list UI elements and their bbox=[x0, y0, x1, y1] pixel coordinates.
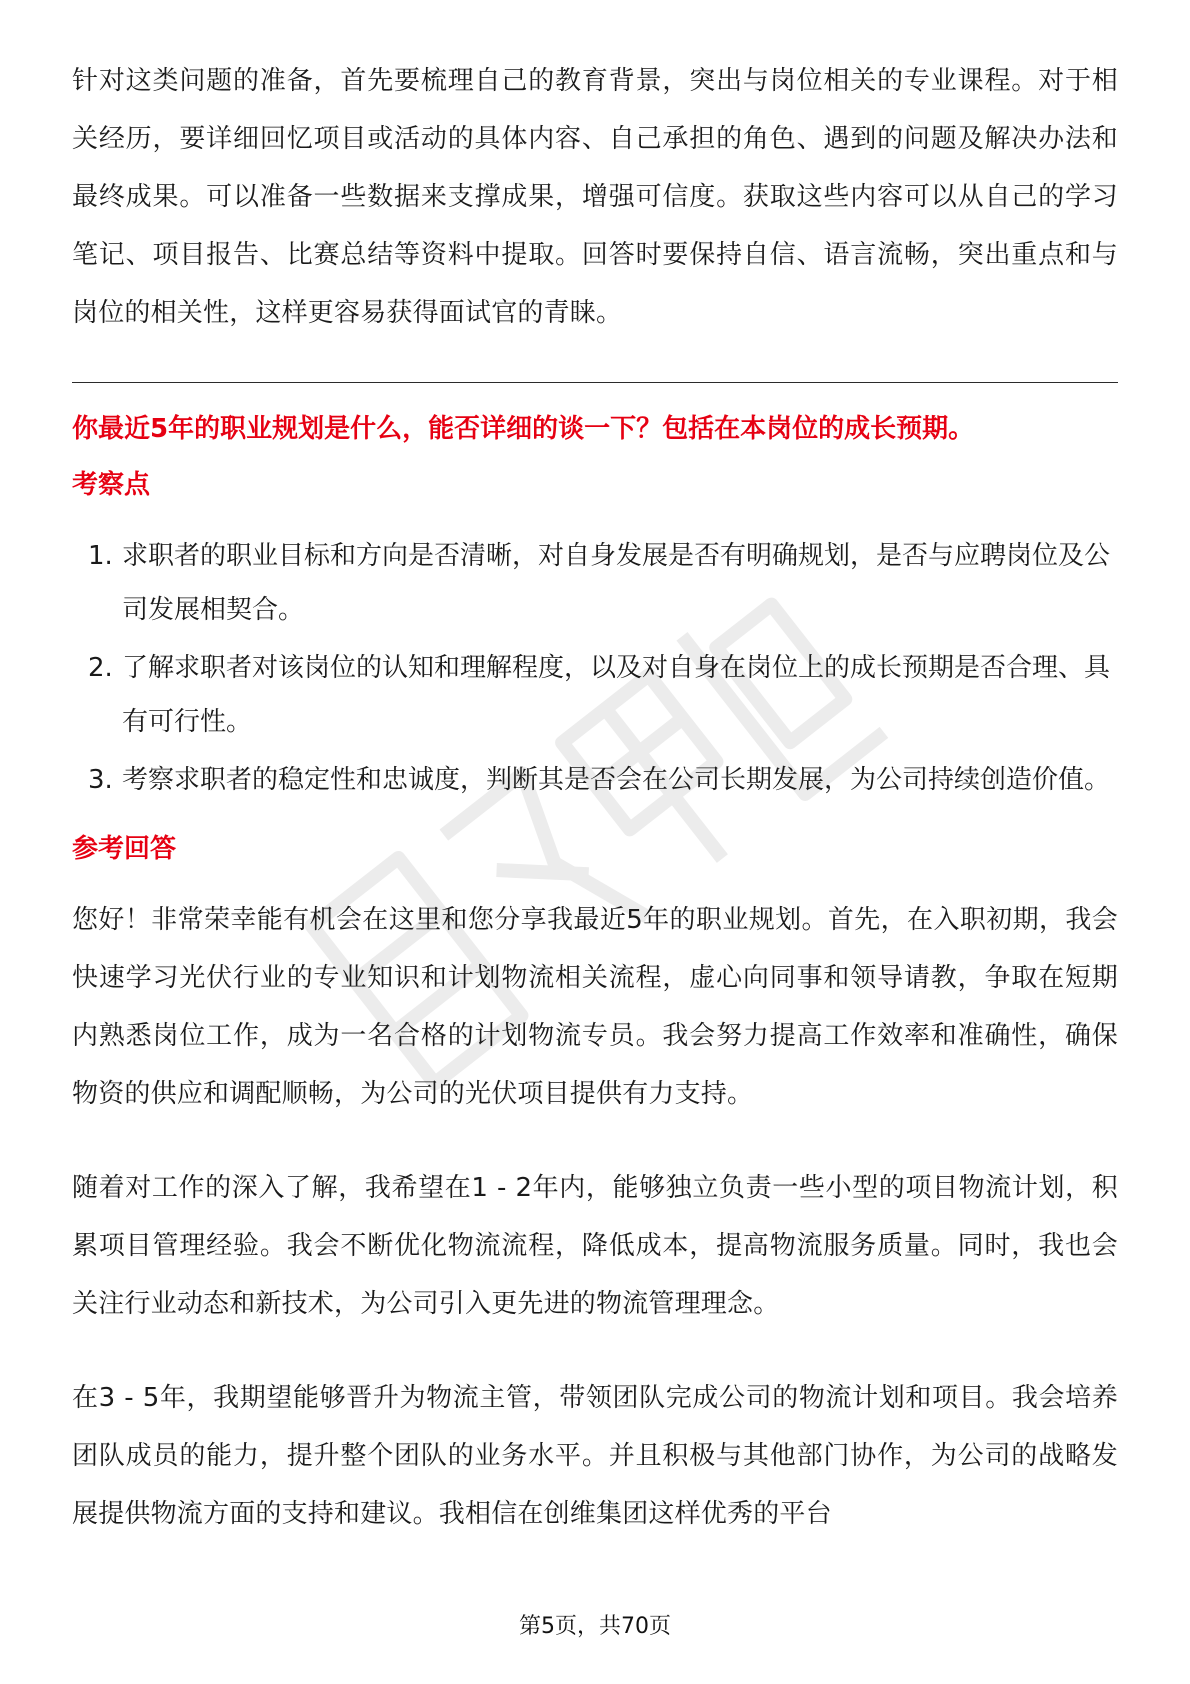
points-heading: 考察点 bbox=[72, 470, 151, 500]
list-item-number: 1. bbox=[88, 541, 113, 571]
list-item-text: 求职者的职业目标和方向是否清晰，对自身发展是否有明确规划，是否与应聘岗位及公司发展相契合。 bbox=[122, 541, 1111, 625]
answer-paragraph: 在3 - 5年，我期望能够晋升为物流主管，带领团队完成公司的物流计划和项目。我会培养团队成员的能力，提升整个团队的业务水平。并且积极与其他部门协作，为公司的战略发展提供物流方面的支持和建议。我相信在创维集团这样优秀的平台 bbox=[72, 1383, 1118, 1529]
answer-heading: 参考回答 bbox=[72, 834, 177, 864]
answer-paragraph: 随着对工作的深入了解，我希望在1 - 2年内，能够独立负责一些小型的项目物流计划，积累项目管理经验。我会不断优化物流流程，降低成本，提高物流服务质量。同时，我也会关注行业动态和新技术，为公司引入更先进的物流管理理念。 bbox=[72, 1173, 1118, 1319]
list-item bbox=[72, 753, 1118, 807]
points-list bbox=[72, 529, 1118, 807]
interview-question: 你最近5年的职业规划是什么，能否详细的谈一下？包括在本岗位的成长预期。 bbox=[72, 414, 975, 444]
answer-paragraph: 您好！非常荣幸能有机会在这里和您分享我最近5年的职业规划。首先，在入职初期，我会快速学习光伏行业的专业知识和计划物流相关流程，虚心向同事和领导请教，争取在短期内熟悉岗位工作，成为一名合格的计划物流专员。我会努力提高工作效率和准确性，确保物资的供应和调配顺畅，为公司的光伏项目提供有力支持。 bbox=[72, 905, 1118, 1109]
list-item-text: 考察求职者的稳定性和忠诚度，判断其是否会在公司长期发展，为公司持续创造价值。 bbox=[122, 765, 1111, 795]
section-divider bbox=[72, 382, 1118, 383]
page-footer: 第5页，共70页 bbox=[519, 1614, 671, 1639]
intro-paragraph: 针对这类问题的准备，首先要梳理自己的教育背景，突出与岗位相关的专业课程。对于相关经历，要详细回忆项目或活动的具体内容、自己承担的角色、遇到的问题及解决办法和最终成果。可以准备一些数据来支撑成果，增强可信度。获取这些内容可以从自己的学习笔记、项目报告、比赛总结等资料中提取。回答时要保持自信、语言流畅，突出重点和与岗位的相关性，这样更容易获得面试官的青睐。 bbox=[72, 66, 1118, 328]
list-item-number: 3. bbox=[88, 765, 113, 795]
list-item bbox=[72, 641, 1118, 749]
page-content bbox=[72, 52, 1118, 1543]
list-item-number: 2. bbox=[88, 653, 113, 683]
list-item-text: 了解求职者对该岗位的认知和理解程度，以及对自身在岗位上的成长预期是否合理、具有可行性。 bbox=[122, 653, 1111, 737]
list-item bbox=[72, 529, 1118, 637]
